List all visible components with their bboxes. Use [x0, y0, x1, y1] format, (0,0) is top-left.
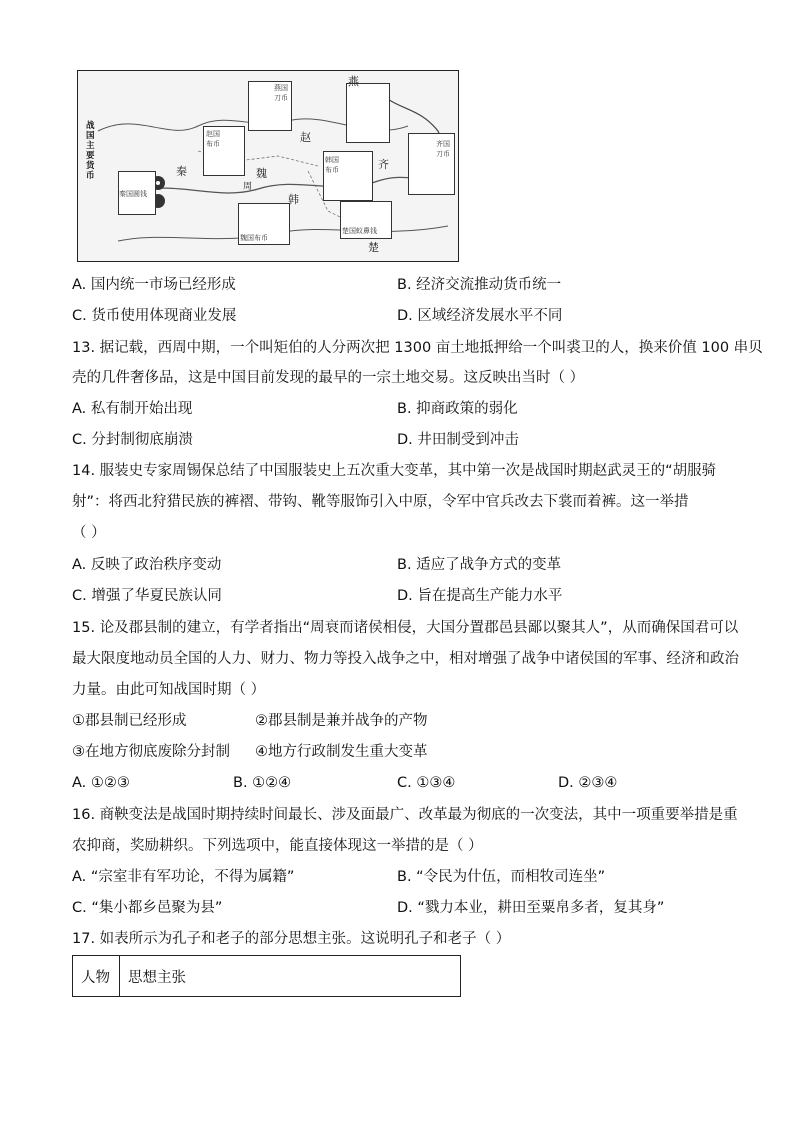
map-label-zhao: 赵	[300, 131, 311, 144]
map-caption-han: 韩国布币	[325, 156, 339, 174]
map-label-yan: 燕	[348, 75, 359, 88]
q15-statement-2: ②郡县制是兼并战争的产物	[255, 713, 428, 729]
table-header-ideas: 思想主张	[120, 956, 461, 997]
q15-option-a[interactable]: A. ①②③	[72, 775, 130, 791]
map-caption-wei: 魏国布币	[240, 234, 268, 242]
q17-table	[72, 955, 461, 997]
q13-option-d[interactable]: D. 井田制受到冲击	[397, 432, 519, 448]
yan-knife-box	[346, 83, 390, 143]
map-caption-zhao: 赵国布币	[206, 130, 220, 148]
q12-option-c[interactable]: C. 货币使用体现商业发展	[72, 308, 237, 324]
q15-option-b[interactable]: B. ①②④	[233, 775, 292, 791]
map-label-chu: 楚	[368, 241, 379, 254]
map-label-qin: 秦	[176, 165, 187, 178]
map-caption-qin: 秦国圆钱	[119, 190, 147, 198]
q14-stem-line1: 14. 服装史专家周锡保总结了中国服装史上五次重大变革，其中第一次是战国时期赵武灵王的“胡服骑	[72, 463, 717, 479]
q14-option-d[interactable]: D. 旨在提高生产能力水平	[397, 588, 563, 604]
q14-option-b[interactable]: B. 适应了战争方式的变革	[397, 557, 562, 573]
q13-stem-line2: 壳的几件奢侈品，这是中国目前发现的最早的一宗土地交易。这反映出当时（ ）	[72, 370, 585, 386]
q14-stem-line2: 射”：将西北狩猎民族的裤褶、带钩、靴等服饰引入中原，令军中官兵改去下裳而着裤。这一举措	[72, 494, 689, 510]
q16-stem-line1: 16. 商鞅变法是战国时期持续时间最长、涉及面最广、改革最为彻底的一次变法，其中一项重要举措是重	[72, 807, 738, 823]
map-label-zhou: 周	[243, 182, 253, 192]
map-label-han: 韩	[288, 193, 299, 206]
map-label-qi: 齐	[378, 158, 389, 171]
map-caption-qi: 齐国刀币	[436, 140, 450, 158]
table-row	[73, 956, 461, 997]
map-caption-chu: 楚国蚁鼻钱	[342, 227, 377, 235]
q16-stem-line2: 农抑商，奖励耕织。下列选项中，能直接体现这一举措的是（ ）	[72, 838, 483, 854]
q15-stem-line2: 最大限度地动员全国的人力、财力、物力等投入战争之中，相对增强了战争中诸侯国的军事、经济和政治	[72, 651, 739, 667]
q15-stem-line1: 15. 论及郡县制的建立，有学者指出“周衰而诸侯相侵，大国分置郡邑县鄙以聚其人”，从而确保国君可以	[72, 620, 739, 636]
map-caption-yan: 燕国刀币	[274, 84, 288, 102]
map-label-wei: 魏	[256, 167, 267, 180]
q14-option-c[interactable]: C. 增强了华夏民族认同	[72, 588, 222, 604]
q16-option-d[interactable]: D. “戮力本业，耕田至粟帛多者，复其身”	[397, 900, 665, 916]
q13-stem-line1: 13. 据记载，西周中期，一个叫矩伯的人分两次把 1300 亩土地抵押给一个叫裘卫的人，换来价值 100 串贝	[72, 340, 763, 356]
q17-stem-line1: 17. 如表所示为孔子和老子的部分思想主张。这说明孔子和老子（ ）	[72, 931, 511, 947]
q13-option-b[interactable]: B. 抑商政策的弱化	[397, 401, 518, 417]
q14-stem-line3: （ ）	[72, 525, 106, 541]
q15-statement-4: ④地方行政制发生重大变革	[255, 744, 428, 760]
q13-option-a[interactable]: A. 私有制开始出现	[72, 401, 193, 417]
q13-option-c[interactable]: C. 分封制彻底崩溃	[72, 432, 193, 448]
q15-option-c[interactable]: C. ①③④	[397, 775, 456, 791]
q12-option-d[interactable]: D. 区域经济发展水平不同	[397, 308, 563, 324]
q14-option-a[interactable]: A. 反映了政治秩序变动	[72, 557, 222, 573]
q12-option-a[interactable]: A. 国内统一市场已经形成	[72, 277, 236, 293]
q15-statement-1: ①郡县制已经形成	[72, 713, 187, 729]
q16-option-c[interactable]: C. “集小都乡邑聚为县”	[72, 900, 223, 916]
q16-option-a[interactable]: A. “宗室非有军功论，不得为属籍”	[72, 869, 295, 885]
q15-statement-3: ③在地方彻底废除分封制	[72, 744, 230, 760]
map-side-label: 战国主要货币	[86, 121, 95, 181]
q12-option-b[interactable]: B. 经济交流推动货币统一	[397, 277, 562, 293]
q16-option-b[interactable]: B. “令民为什伍，而相牧司连坐”	[397, 869, 606, 885]
q15-stem-line3: 力量。由此可知战国时期（ ）	[72, 682, 266, 698]
warring-states-currency-map	[77, 70, 459, 262]
q15-option-d[interactable]: D. ②③④	[558, 775, 618, 791]
table-header-person: 人物	[73, 956, 120, 997]
